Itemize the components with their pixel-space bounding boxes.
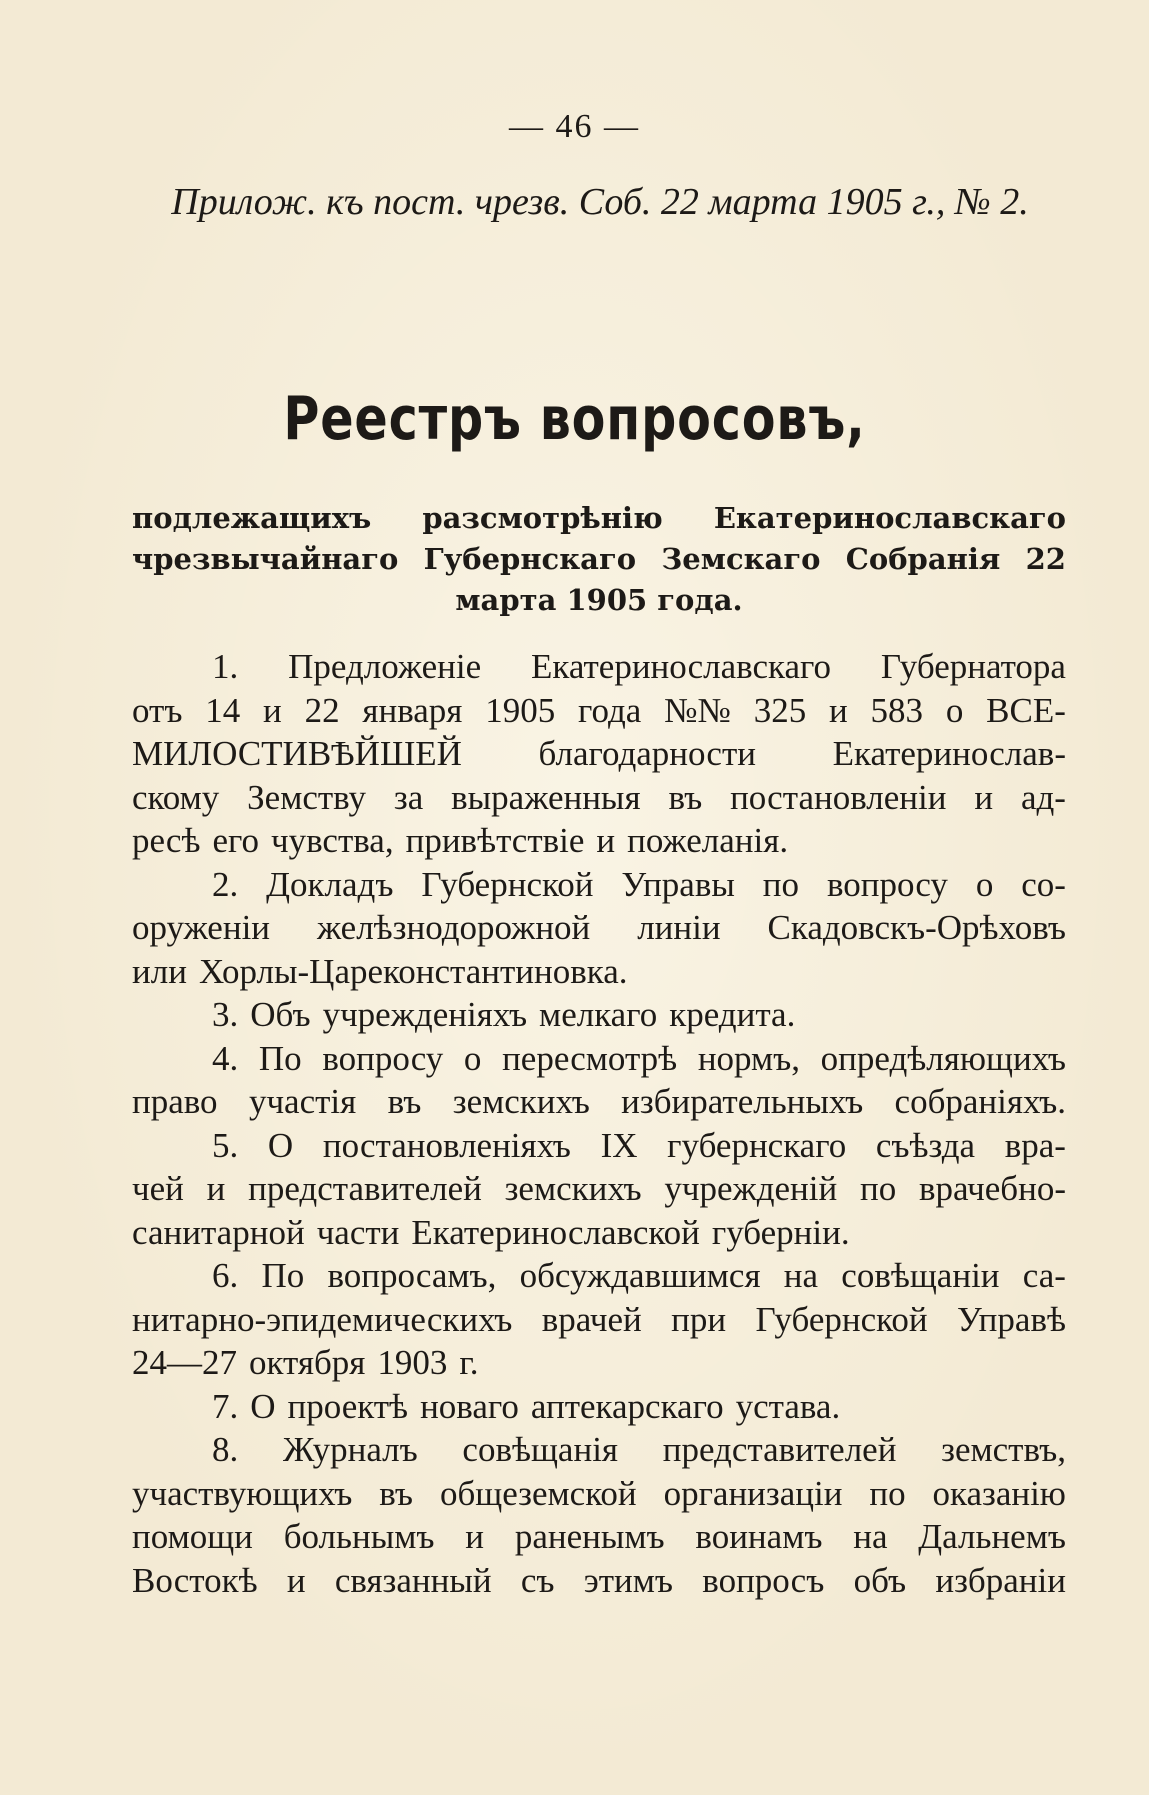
word: мелкаго: [539, 995, 658, 1034]
word: представителей: [662, 1430, 897, 1469]
subtitle-word: разсмотрѣнію: [422, 501, 663, 535]
word: 5.: [212, 1125, 239, 1165]
word: Губернской: [755, 1299, 928, 1339]
word: са-: [1022, 1256, 1066, 1295]
subtitle-word: Собранія: [845, 542, 1001, 576]
word: право: [132, 1082, 218, 1121]
word: 3.: [212, 995, 239, 1034]
word: чей: [132, 1169, 184, 1208]
word: МИЛОСТИВѢЙШЕЙ: [132, 734, 462, 773]
text-line: [132, 1385, 1066, 1429]
word: вопросъ: [702, 1560, 825, 1600]
word: губернскаго: [667, 1125, 847, 1165]
word: губерніи.: [711, 1212, 850, 1252]
word: отъ: [132, 690, 183, 730]
word: вопросу: [826, 864, 948, 904]
text-line: [132, 732, 1066, 776]
word: По: [258, 1038, 302, 1078]
word: въ: [379, 1473, 414, 1513]
subtitle-line: [132, 580, 1066, 621]
word: января: [362, 690, 463, 730]
word: новаго: [420, 1386, 519, 1426]
text-line: [132, 1472, 1066, 1516]
word: Управы: [621, 864, 735, 904]
word: чувства,: [270, 821, 394, 860]
text-line: [132, 863, 1066, 907]
subtitle-word: Губернскаго: [423, 542, 637, 576]
word: О: [250, 1386, 276, 1426]
word: 6.: [212, 1256, 239, 1295]
word: раненымъ: [514, 1517, 665, 1556]
text-line: [132, 689, 1066, 733]
text-line: [132, 1254, 1066, 1298]
word: и: [263, 690, 282, 730]
word: ресѣ: [132, 821, 201, 860]
word: ВСЕ-: [986, 690, 1066, 730]
word: Земству: [247, 777, 367, 817]
text-line: [132, 1428, 1066, 1472]
subtitle-word: марта 1905 года.: [455, 583, 743, 617]
word: съѣзда: [875, 1125, 976, 1165]
text-line: [132, 993, 1066, 1037]
word: Екатеринослав-: [832, 734, 1066, 773]
text-line: [132, 1298, 1066, 1342]
word: года: [577, 690, 642, 730]
word: совѣщаніи: [841, 1256, 1000, 1295]
word: или: [132, 951, 187, 991]
word: благодарности: [538, 734, 756, 773]
word: связанный: [334, 1560, 492, 1600]
word: 1903: [377, 1343, 448, 1382]
document-title: Реестръ вопросовъ,: [283, 384, 866, 454]
word: 325: [753, 690, 807, 730]
word: пожеланія.: [627, 821, 789, 860]
word: за: [393, 777, 424, 817]
text-line: [132, 1080, 1066, 1124]
word: со-: [1021, 864, 1066, 904]
word: и: [829, 690, 848, 730]
word: вопросамъ,: [327, 1256, 497, 1295]
word: Екатеринославской: [411, 1212, 700, 1252]
word: Екатеринославскаго: [531, 647, 832, 686]
word: 4.: [212, 1038, 239, 1078]
word: привѣтствіе: [405, 821, 585, 860]
word: кредита.: [669, 995, 796, 1034]
page-number: — 46 —: [509, 108, 640, 145]
word: общеземской: [439, 1473, 637, 1513]
word: и: [286, 1560, 306, 1600]
word: постановленіяхъ: [322, 1125, 571, 1165]
word: избирательныхъ: [621, 1082, 864, 1121]
text-line: [132, 906, 1066, 950]
word: вопросу: [322, 1038, 444, 1078]
word: октября: [249, 1343, 366, 1382]
word: аптекарскаго: [530, 1386, 724, 1426]
word: учрежденіяхъ: [322, 995, 528, 1034]
text-line: [132, 776, 1066, 820]
word: по: [869, 1473, 906, 1513]
word: устава.: [735, 1386, 841, 1426]
word: и: [465, 1517, 485, 1556]
word: совѣщанія: [462, 1430, 619, 1469]
word: учрежденій: [664, 1169, 838, 1208]
word: Журналъ: [282, 1430, 418, 1469]
subtitle-word: Земскаго: [661, 542, 821, 576]
subtitle-word: Екатеринославскаго: [713, 501, 1066, 535]
text-line: [132, 1167, 1066, 1211]
word: избраніи: [935, 1560, 1066, 1600]
text-line: [132, 1037, 1066, 1081]
document-subtitle: [132, 498, 1066, 621]
word: земствъ,: [941, 1430, 1066, 1469]
text-line: [132, 645, 1066, 689]
word: оруженіи: [132, 908, 271, 947]
word: больнымъ: [283, 1517, 435, 1556]
word: земскихъ: [452, 1082, 590, 1121]
word: скому: [132, 777, 220, 817]
word: 583: [870, 690, 924, 730]
word: съ: [520, 1560, 555, 1600]
word: пересмотрѣ: [502, 1038, 678, 1078]
word: въ: [668, 777, 703, 817]
word: IX: [600, 1125, 638, 1165]
word: и: [974, 777, 994, 817]
word: Объ: [250, 995, 311, 1034]
word: о: [945, 690, 964, 730]
word: 1905: [485, 690, 556, 730]
word: Губернатора: [880, 647, 1066, 686]
subtitle-word: подлежащихъ: [132, 501, 372, 535]
word: Скадовскъ-Орѣховъ: [767, 908, 1066, 947]
word: нормъ,: [697, 1038, 801, 1078]
appendix-header-note: Прилож. къ пост. чрезв. Соб. 22 марта 1905 г., № 2.: [171, 181, 1029, 223]
word: о: [463, 1038, 482, 1078]
word: выраженныя: [451, 777, 641, 817]
word: представителей: [248, 1169, 482, 1208]
word: обсуждавшимся: [519, 1256, 761, 1295]
word: по: [762, 864, 800, 904]
word: Управѣ: [956, 1299, 1066, 1339]
word: и: [596, 821, 616, 860]
word: Хорлы-Цареконстантиновка.: [198, 951, 628, 991]
word: оказанію: [932, 1473, 1066, 1513]
word: организаціи: [663, 1473, 843, 1513]
word: Предложеніе: [288, 647, 482, 686]
text-line: [132, 950, 1066, 994]
word: земскихъ: [504, 1169, 642, 1208]
word: врачебно-: [918, 1169, 1066, 1208]
word: санитарной: [132, 1212, 305, 1252]
word: врачей: [541, 1299, 642, 1339]
text-line: [132, 819, 1066, 863]
word: воинамъ: [695, 1517, 823, 1556]
word: 14: [205, 690, 241, 730]
word: по: [860, 1169, 897, 1208]
word: нитарно-эпидемическихъ: [132, 1299, 513, 1339]
word: линіи: [637, 908, 721, 947]
word: По: [261, 1256, 305, 1295]
word: ад-: [1020, 777, 1066, 817]
word: О: [267, 1125, 294, 1165]
word: участвующихъ: [132, 1473, 353, 1513]
word: 24—27: [132, 1343, 237, 1382]
text-line: [132, 1559, 1066, 1603]
subtitle-word: 22: [1025, 542, 1066, 576]
word: части: [316, 1212, 400, 1252]
word: 22: [304, 690, 340, 730]
word: на: [783, 1256, 819, 1295]
word: 8.: [212, 1430, 239, 1469]
subtitle-line: [132, 539, 1066, 580]
word: его: [212, 821, 259, 860]
word: помощи: [132, 1517, 253, 1556]
word: при: [671, 1299, 727, 1339]
subtitle-line: [132, 498, 1066, 539]
word: постановленіи: [730, 777, 947, 817]
word: Дальнемъ: [918, 1517, 1066, 1556]
word: этимъ: [583, 1560, 674, 1600]
word: и: [206, 1169, 226, 1208]
word: опредѣляющихъ: [820, 1038, 1066, 1078]
word: вра-: [1004, 1125, 1066, 1165]
word: въ: [387, 1082, 422, 1121]
text-line: [132, 1341, 1066, 1385]
text-line: [132, 1124, 1066, 1168]
word: о: [975, 864, 994, 904]
subtitle-word: чрезвычайнаго: [132, 542, 399, 576]
word: №№: [664, 690, 731, 730]
word: Докладъ: [266, 864, 394, 904]
word: объ: [853, 1560, 907, 1600]
word: проектѣ: [287, 1386, 409, 1426]
word: на: [853, 1517, 888, 1556]
word: 1.: [212, 647, 239, 686]
text-line: [132, 1211, 1066, 1255]
word: 2.: [212, 864, 239, 904]
word: собраніяхъ.: [894, 1082, 1066, 1121]
word: г.: [459, 1343, 479, 1382]
word: желѣзнодорожной: [316, 908, 591, 947]
text-line: [132, 1515, 1066, 1559]
word: Востокѣ: [132, 1560, 258, 1600]
agenda-list: [132, 645, 1066, 1602]
word: участія: [248, 1082, 357, 1121]
word: 7.: [212, 1386, 239, 1426]
word: Губернской: [421, 864, 594, 904]
